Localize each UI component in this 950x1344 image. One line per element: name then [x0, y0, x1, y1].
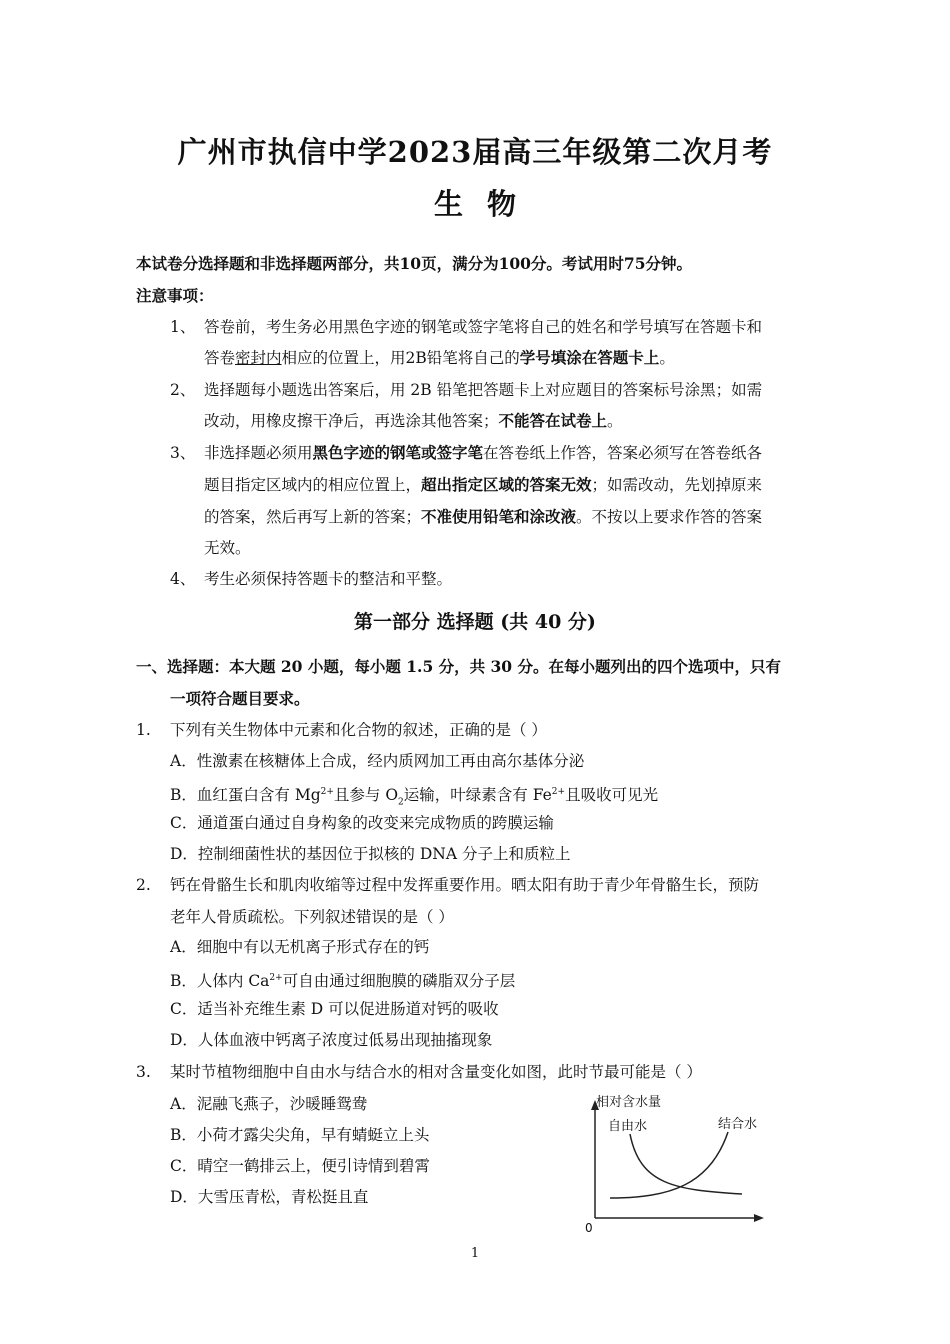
question-2-stem-line-2: 老年人骨质疏松。下列叙述错误的是（ ）	[170, 908, 454, 926]
water-content-graph	[580, 1090, 770, 1240]
question-2-option-a: A．细胞中有以无机离子形式存在的钙	[170, 938, 430, 956]
part1-instructions-line-2: 一项符合题目要求。	[170, 689, 310, 708]
notes-heading: 注意事项：	[136, 286, 214, 305]
question-3-number: 3.	[136, 1063, 151, 1081]
note-3-line-1	[204, 442, 762, 464]
section-title: 第一部分 选择题 (共 40 分)	[354, 611, 596, 633]
subject-char-2: 物	[487, 187, 517, 221]
exam-title: 广州市执信中学2023届高三年级第二次月考	[177, 135, 773, 169]
note-bold-text: 不能答在试卷上	[498, 411, 608, 430]
note-1-line-1: 答卷前，考生务必用黑色字迹的钢笔或签字笔将自己的姓名和学号填写在答题卡和	[204, 318, 763, 336]
note-4-line-1: 考生必须保持答题卡的整洁和平整。	[204, 570, 453, 588]
question-2-option-d: D．人体血液中钙离子浓度过低易出现抽搐现象	[170, 1031, 493, 1049]
note-bold-text: 超出指定区域的答案无效	[421, 475, 592, 494]
question-1-option-b	[170, 781, 658, 813]
note-text: ；如需改动，先划掉原来	[591, 476, 763, 494]
note-bold-text: 不准使用铅笔和涂改液	[421, 507, 577, 526]
subject-char-1: 生	[433, 187, 463, 221]
note-text: 题目指定区域内的相应位置上，	[204, 476, 422, 494]
question-3-option-c: C．晴空一鹤排云上，便引诗情到碧霄	[170, 1157, 430, 1175]
graph-y-label: 相对含水量	[596, 1095, 662, 1110]
option-text: B．血红蛋白含有 Mg	[170, 786, 321, 805]
bound-water-curve	[610, 1132, 728, 1198]
note-text: 。	[659, 349, 675, 367]
note-3-line-4: 无效。	[204, 539, 251, 557]
note-1-number: 1、	[170, 318, 196, 336]
subscript: 2	[398, 797, 404, 808]
graph-bound-water-label: 结合水	[718, 1117, 758, 1132]
superscript: 2+	[551, 787, 566, 797]
x-axis-arrow	[754, 1214, 764, 1222]
option-text: B．人体内 Ca	[170, 972, 270, 991]
question-3-option-b: B．小荷才露尖尖角，早有蜻蜓立上头	[170, 1126, 430, 1144]
question-3-stem: 某时节植物细胞中自由水与结合水的相对含量变化如图，此时节最可能是（ ）	[170, 1063, 702, 1081]
note-bold-text: 黑色字迹的钢笔或签字笔	[312, 443, 484, 462]
question-2-option-c: C．适当补充维生素 D 可以促进肠道对钙的吸收	[170, 1000, 499, 1018]
option-text: 且参与 O	[333, 786, 399, 805]
note-text: 相应的位置上，用2B铅笔将自己的	[281, 349, 520, 367]
option-text: 可自由通过细胞膜的磷脂双分子层	[282, 972, 516, 991]
note-3-line-2	[204, 474, 762, 496]
note-text: 答卷	[204, 349, 236, 367]
note-2-number: 2、	[170, 381, 196, 399]
note-1-line-2	[204, 347, 675, 369]
note-4-number: 4、	[170, 570, 196, 588]
superscript: 2+	[269, 973, 283, 983]
question-2-number: 2.	[136, 876, 151, 894]
note-2-line-1: 选择题每小题选出答案后，用 2B 铅笔把答题卡上对应题目的答案标号涂黑；如需	[204, 381, 763, 399]
note-3-line-3	[204, 506, 762, 528]
question-1-stem: 下列有关生物体中元素和化合物的叙述，正确的是（ ）	[170, 721, 547, 739]
question-2-option-b	[170, 967, 515, 992]
note-underlined-text: 密封内	[235, 349, 282, 367]
note-text: 非选择题必须用	[204, 444, 313, 462]
note-text: 。	[607, 412, 623, 430]
note-2-line-2	[204, 410, 623, 432]
question-1-option-a: A．性激素在核糖体上合成，经内质网加工再由高尔基体分泌	[170, 752, 585, 770]
note-text: 的答案，然后再写上新的答案；	[204, 508, 422, 526]
note-bold-text: 学号填涂在答题卡上	[519, 348, 660, 367]
option-text: 且吸收可见光	[565, 786, 659, 805]
subject-title	[0, 182, 950, 223]
page-number: 1	[470, 1246, 480, 1261]
part1-instructions-line-1: 一、选择题：本大题 20 小题，每小题 1.5 分，共 30 分。在每小题列出的四个选项中，只有	[136, 657, 781, 676]
question-1-number: 1.	[136, 721, 151, 739]
note-text: 改动，用橡皮擦干净后，再选涂其他答案；	[204, 412, 499, 430]
graph-free-water-label: 自由水	[608, 1119, 648, 1134]
question-3-option-d: D．大雪压青松，青松挺且直	[170, 1188, 369, 1206]
note-text: 。不按以上要求作答的答案	[576, 508, 763, 526]
question-1-option-d: D．控制细菌性状的基因位于拟核的 DNA 分子上和质粒上	[170, 845, 571, 863]
note-text: 在答卷纸上作答，答案必须写在答卷纸各	[483, 444, 763, 462]
superscript: 2+	[320, 787, 334, 797]
question-3-option-a: A．泥融飞燕子，沙暖睡鸳鸯	[170, 1095, 368, 1113]
note-3-number: 3、	[170, 444, 196, 462]
question-2-stem-line-1: 钙在骨骼生长和肌肉收缩等过程中发挥重要作用。晒太阳有助于青少年骨骼生长，预防	[170, 876, 760, 894]
intro-text: 本试卷分选择题和非选择题两部分，共10页，满分为100分。考试用时75分钟。	[136, 254, 692, 273]
question-1-option-c: C．通道蛋白通过自身构象的改变来完成物质的跨膜运输	[170, 814, 554, 832]
graph-origin-label: 0	[585, 1221, 593, 1235]
option-text: 运输，叶绿素含有 Fe	[403, 786, 552, 805]
